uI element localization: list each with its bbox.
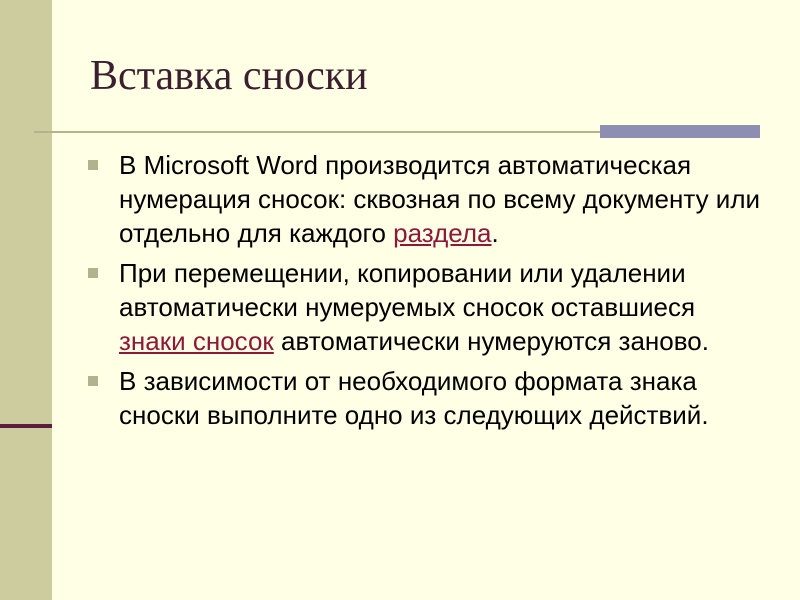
title-divider	[34, 131, 600, 133]
title-divider-accent	[600, 125, 760, 138]
slide-title: Вставка сноски	[90, 53, 368, 99]
bullet-item-3	[88, 364, 768, 432]
link-razdela[interactable]: раздела	[393, 218, 492, 248]
bullet-text-2-start: При перемещении, копировании или удалении автоматически нумеруемых сносок оставшиеся	[119, 258, 696, 322]
link-znaki-snosok[interactable]: знаки сносок	[119, 326, 274, 356]
square-bullet-icon	[88, 268, 98, 278]
bullet-text-3: В зависимости от необходимого формата знака сноски выполните одно из следующих действий.	[119, 366, 709, 430]
bullet-text-2-end: автоматически нумеруются заново.	[273, 326, 709, 356]
bullet-item-2	[88, 256, 768, 358]
bullet-text-1-end: .	[491, 218, 499, 248]
square-bullet-icon	[88, 160, 98, 170]
bullet-text-1-start: В Microsoft Word производится автоматическая нумерация сносок: сквозная по всему документу или отдельно для каждого	[119, 150, 761, 248]
left-bar-accent-line	[0, 424, 52, 428]
bullet-list	[88, 148, 768, 438]
square-bullet-icon	[88, 376, 98, 386]
left-decorative-bar	[0, 0, 52, 600]
bullet-item-1	[88, 148, 768, 250]
